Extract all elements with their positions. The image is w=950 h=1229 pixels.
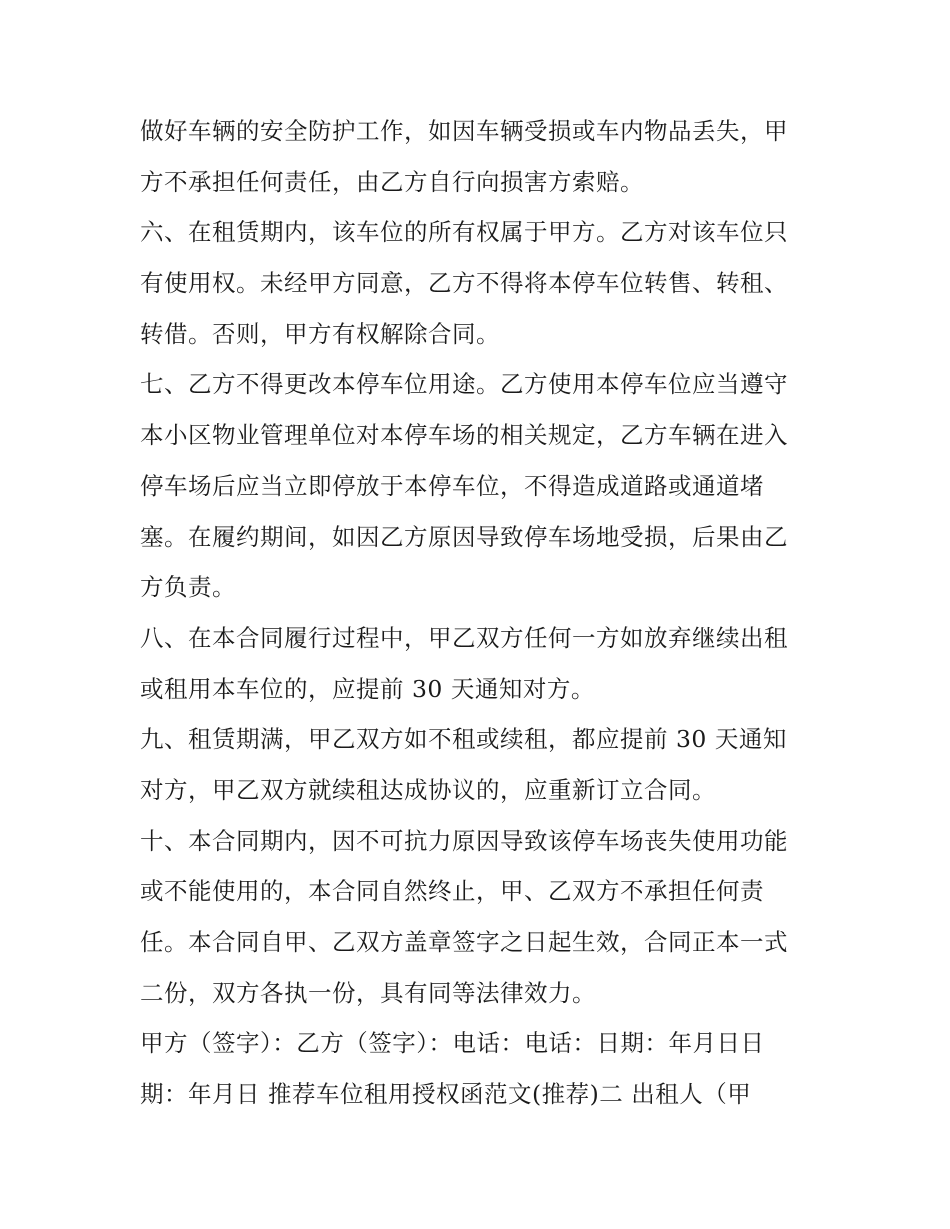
text-line: 任。本合同自甲、乙双方盖章签字之日起生效，合同正本一式: [140, 928, 788, 956]
text-line: 二份，双方各执一份，具有同等法律效力。: [140, 978, 596, 1007]
text-line: 有使用权。未经甲方同意，乙方不得将本停车位转售、转租、: [140, 269, 788, 298]
text-line: 方负责。: [140, 573, 236, 602]
text-line: 本小区物业管理单位对本停车场的相关规定，乙方车辆在进入: [140, 421, 788, 450]
text-line: 方不承担任何责任，由乙方自行向损害方索赔。: [140, 167, 644, 196]
text-line: 九、租赁期满，甲乙双方如不租或续租，都应提前 30 天通知: [140, 725, 787, 754]
text-line: 六、在租赁期内，该车位的所有权属于甲方。乙方对该车位只: [140, 218, 788, 247]
text-line: 做好车辆的安全防护工作，如因车辆受损或车内物品丢失，甲: [140, 117, 788, 145]
text-line: 停车场后应当立即停放于本停车位，不得造成道路或通道堵: [140, 471, 764, 500]
document-body: [140, 106, 820, 1120]
text-line: 或不能使用的，本合同自然终止，甲、乙双方不承担任何责: [140, 877, 764, 906]
text-line: 转借。否则，甲方有权解除合同。: [140, 319, 500, 348]
text-line: 甲方（签字）：乙方（签字）：电话：电话：日期：年月日日: [140, 1029, 765, 1058]
text-line: 或租用本车位的，应提前 30 天通知对方。: [140, 674, 595, 703]
text-line: 塞。在履约期间，如因乙方原因导致停车场地受损，后果由乙: [140, 522, 788, 551]
text-line: 八、在本合同履行过程中，甲乙双方任何一方如放弃继续出租: [140, 623, 788, 652]
text-line: 十、本合同期内，因不可抗力原因导致该停车场丧失使用功能: [140, 826, 788, 855]
text-line: 期：年月日 推荐车位租用授权函范文(推荐)二 出租人（甲: [140, 1080, 752, 1109]
text-line: 对方，甲乙双方就续租达成协议的，应重新订立合同。: [140, 775, 716, 804]
text-line: 七、乙方不得更改本停车位用途。乙方使用本停车位应当遵守: [140, 370, 788, 399]
